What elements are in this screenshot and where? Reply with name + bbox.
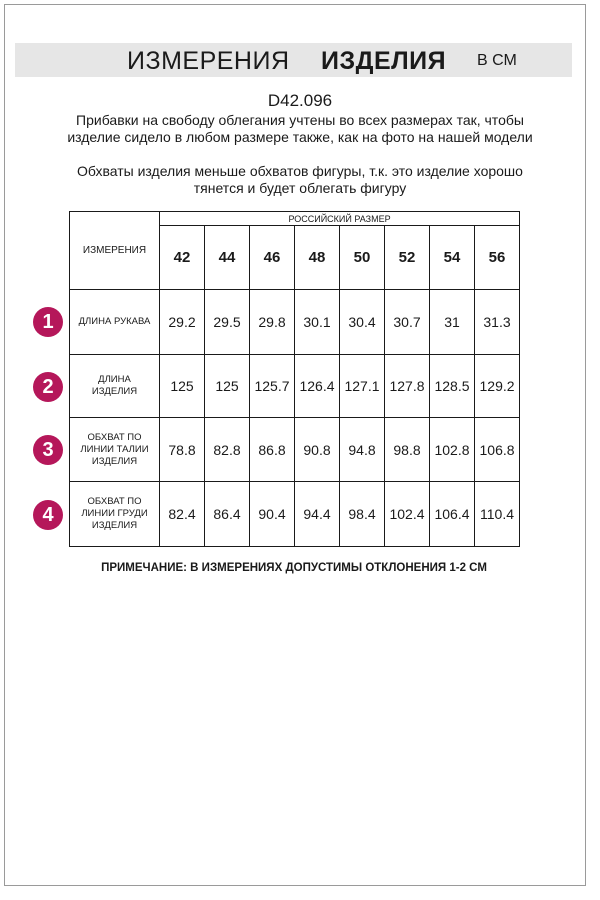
- table-cell: 86.4: [205, 482, 250, 547]
- table-cell: 102.4: [385, 482, 430, 547]
- table-cell: 125: [205, 355, 250, 418]
- table-cell: 128.5: [430, 355, 475, 418]
- table-cell: 98.8: [385, 418, 430, 482]
- size-header: 46: [250, 226, 295, 290]
- table-cell: 125.7: [250, 355, 295, 418]
- table-cell: 110.4: [475, 482, 520, 547]
- header-title-bold: ИЗДЕЛИЯ: [321, 47, 447, 75]
- table-cell: 30.4: [340, 290, 385, 355]
- product-code: D42.096: [267, 91, 333, 110]
- size-header: 56: [475, 226, 520, 290]
- table-cell: 86.8: [250, 418, 295, 482]
- table-cell: 29.8: [250, 290, 295, 355]
- table-cell: 129.2: [475, 355, 520, 418]
- header-unit: В СМ: [477, 52, 517, 69]
- table-row: [70, 355, 520, 418]
- table-cell: 30.7: [385, 290, 430, 355]
- table-cell: 78.8: [160, 418, 205, 482]
- table-cell: 94.8: [340, 418, 385, 482]
- table-cell: 102.8: [430, 418, 475, 482]
- table-cell: 82.4: [160, 482, 205, 547]
- header-bar: [15, 43, 572, 77]
- header-title-regular: ИЗМЕРЕНИЯ: [127, 47, 290, 75]
- table-row: [70, 290, 520, 355]
- row-number-badge: 4: [33, 500, 63, 530]
- table-cell: 90.4: [250, 482, 295, 547]
- fit-note: Прибавки на свободу облегания учтены во всех размерах так, чтобы изделие сидело в любом размере также, как на фото на нашей модели: [67, 112, 533, 145]
- row-number-badge: 3: [33, 435, 63, 465]
- table-cell: 98.4: [340, 482, 385, 547]
- table-cell: 106.8: [475, 418, 520, 482]
- row-number-badge: 1: [33, 307, 63, 337]
- row-label: ДЛИНА ИЗДЕЛИЯ: [70, 355, 160, 418]
- table-cell: 31.3: [475, 290, 520, 355]
- size-header: 44: [205, 226, 250, 290]
- tolerance-note: ПРИМЕЧАНИЕ: В ИЗМЕРЕНИЯХ ДОПУСТИМЫ ОТКЛОНЕНИЯ 1-2 СМ: [101, 562, 487, 574]
- measurements-header: ИЗМЕРЕНИЯ: [70, 212, 160, 290]
- table-cell: 106.4: [430, 482, 475, 547]
- row-label: ОБХВАТ ПО ЛИНИИ ГРУДИ ИЗДЕЛИЯ: [70, 482, 160, 547]
- table-cell: 29.2: [160, 290, 205, 355]
- size-table: [69, 211, 520, 547]
- stretch-note: Обхваты изделия меньше обхватов фигуры, т.к. это изделие хорошо тянется и будет облегать фигуру: [77, 163, 523, 196]
- row-number-badge: 2: [33, 372, 63, 402]
- table-row: [70, 482, 520, 547]
- size-header: 54: [430, 226, 475, 290]
- size-system-header: РОССИЙСКИЙ РАЗМЕР: [160, 212, 520, 226]
- table-cell: 127.1: [340, 355, 385, 418]
- size-header: 50: [340, 226, 385, 290]
- table-cell: 82.8: [205, 418, 250, 482]
- table-cell: 125: [160, 355, 205, 418]
- table-cell: 29.5: [205, 290, 250, 355]
- table-cell: 126.4: [295, 355, 340, 418]
- row-label: ОБХВАТ ПО ЛИНИИ ТАЛИИ ИЗДЕЛИЯ: [70, 418, 160, 482]
- size-header: 52: [385, 226, 430, 290]
- size-header: 42: [160, 226, 205, 290]
- row-label: ДЛИНА РУКАВА: [70, 290, 160, 355]
- size-header: 48: [295, 226, 340, 290]
- table-cell: 127.8: [385, 355, 430, 418]
- table-cell: 31: [430, 290, 475, 355]
- table-row: [70, 418, 520, 482]
- table-cell: 30.1: [295, 290, 340, 355]
- table-cell: 90.8: [295, 418, 340, 482]
- table-cell: 94.4: [295, 482, 340, 547]
